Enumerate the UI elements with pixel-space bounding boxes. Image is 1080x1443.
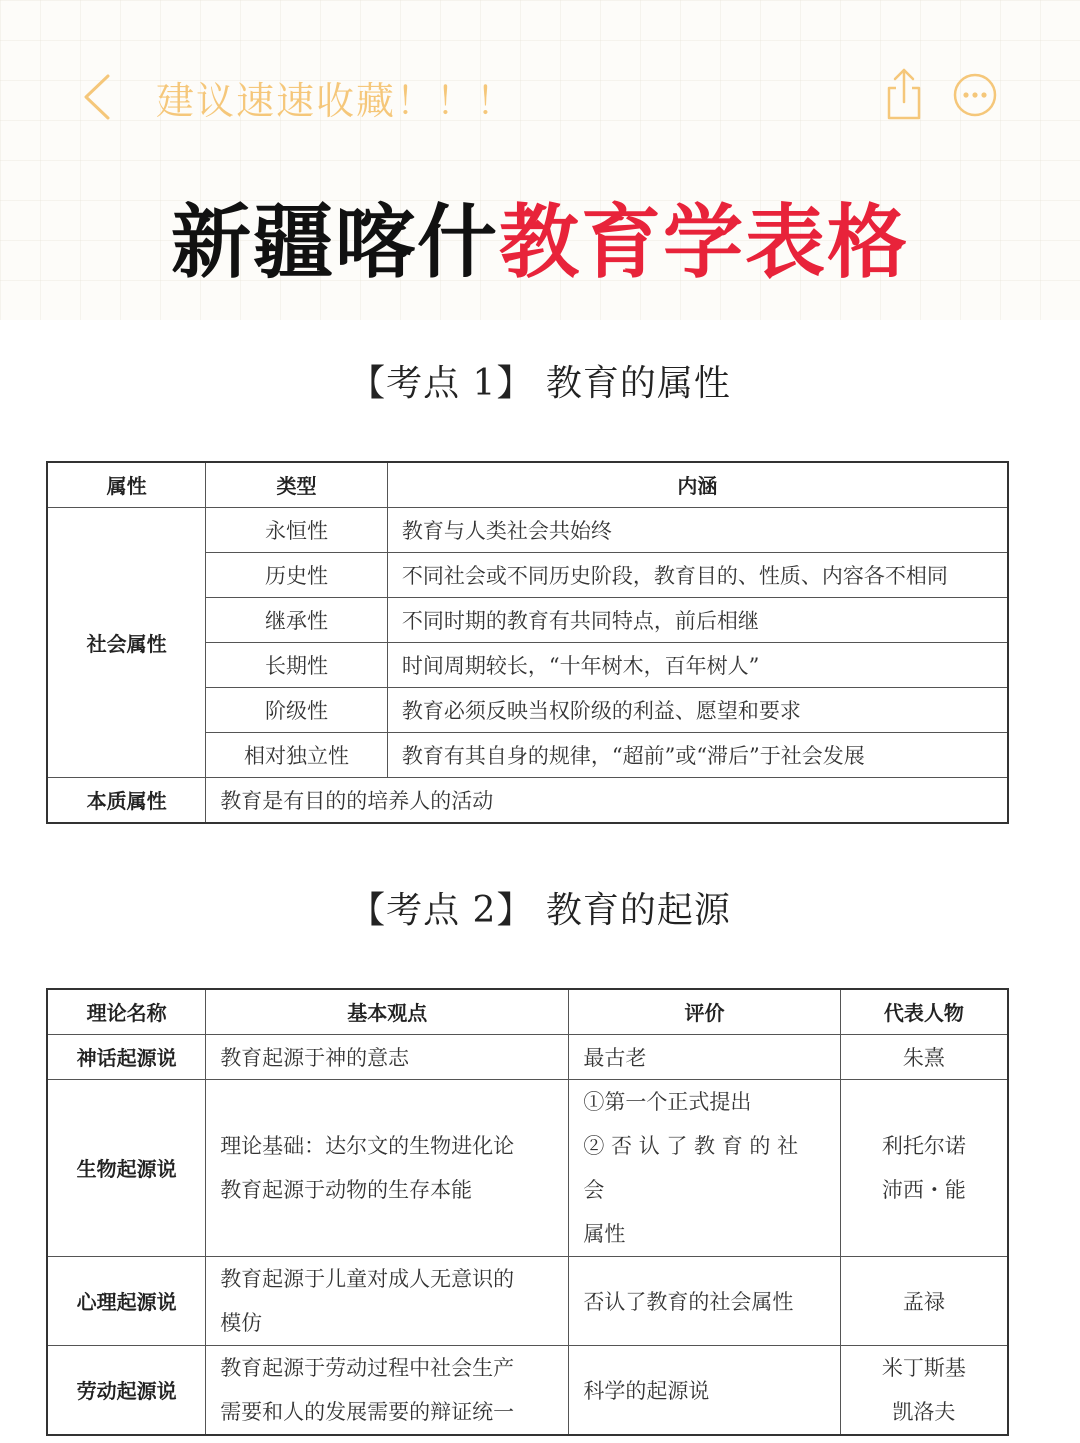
headline-topic: 教育学表格: [499, 196, 909, 289]
type-cell: 长期性: [206, 642, 388, 687]
share-icon[interactable]: [884, 66, 924, 122]
header-cell: 代表人物: [840, 989, 1008, 1034]
header-cell: 内涵: [387, 462, 1008, 507]
eval-line: 否认了教育的社会属性: [583, 1289, 794, 1314]
section2-title: 【考点 2】 教育的起源: [349, 890, 731, 931]
header-cell: 属性: [47, 462, 206, 507]
table-row: [47, 507, 1008, 552]
view-line: 教育起源于劳动过程中社会生产: [220, 1355, 515, 1380]
type-cell: 阶级性: [206, 687, 388, 732]
view-line: 教育起源于神的意志: [220, 1045, 410, 1070]
meaning-cell: 不同社会或不同历史阶段，教育目的、性质、内容各不相同: [387, 552, 1008, 597]
eval-cell: [569, 1256, 840, 1345]
people-cell: [840, 1034, 1008, 1079]
header-cell: 类型: [206, 462, 388, 507]
section1-title: 【考点 1】 教育的属性: [349, 363, 731, 404]
view-line: 理论基础：达尔文的生物进化论: [220, 1133, 515, 1158]
meaning-cell: 时间周期较长，“十年树木，百年树人”: [387, 642, 1008, 687]
table-row: [47, 1034, 1008, 1079]
essential-attribute-label: 本质属性: [47, 777, 206, 823]
table-row: [47, 1079, 1008, 1256]
theory-name-cell: 心理起源说: [47, 1256, 206, 1345]
eval-line: ①第一个正式提出: [583, 1089, 752, 1114]
table-header-row: [47, 989, 1008, 1034]
people-cell: [840, 1345, 1008, 1435]
type-cell: 继承性: [206, 597, 388, 642]
table-row: [47, 1256, 1008, 1345]
more-icon[interactable]: [952, 72, 998, 118]
headline: [0, 178, 1080, 293]
table-row: [47, 777, 1008, 823]
view-line: 教育起源于儿童对成人无意识的: [220, 1266, 515, 1291]
nav-title: 建议速速收藏！！！: [156, 79, 517, 123]
type-cell: 相对独立性: [206, 732, 388, 777]
eval-line: 最古老: [583, 1045, 647, 1070]
attributes-table: [46, 461, 1009, 824]
person-name: 朱熹: [902, 1045, 945, 1070]
type-cell: 永恒性: [206, 507, 388, 552]
person-name: 利托尔诺: [881, 1133, 966, 1158]
meaning-cell: 教育与人类社会共始终: [387, 507, 1008, 552]
view-line: 需要和人的发展需要的辩证统一: [220, 1399, 515, 1424]
people-cell: [840, 1256, 1008, 1345]
theory-name-cell: 生物起源说: [47, 1079, 206, 1256]
person-name: 凯洛夫: [892, 1399, 956, 1424]
header-cell: 基本观点: [206, 989, 569, 1034]
eval-cell: [569, 1034, 840, 1079]
eval-line: 属性: [583, 1221, 626, 1246]
headline-location: 新疆喀什: [171, 196, 499, 289]
view-cell: [206, 1256, 569, 1345]
eval-line: ② 否 认 了 教 育 的 社 会: [583, 1133, 799, 1202]
origins-table: [46, 988, 1009, 1436]
eval-cell: [569, 1079, 840, 1256]
person-name: 沛西・能: [881, 1177, 966, 1202]
view-cell: [206, 1079, 569, 1256]
eval-cell: [569, 1345, 840, 1435]
theory-name-cell: 劳动起源说: [47, 1345, 206, 1435]
top-nav-bar: [0, 60, 1080, 130]
chevron-left-icon[interactable]: [78, 72, 118, 122]
theory-name-cell: 神话起源说: [47, 1034, 206, 1079]
view-line: 教育起源于动物的生存本能: [220, 1177, 473, 1202]
social-attribute-label: 社会属性: [47, 507, 206, 777]
header-cell: 评价: [569, 989, 840, 1034]
eval-line: 科学的起源说: [583, 1378, 710, 1403]
person-name: 米丁斯基: [881, 1355, 966, 1380]
meaning-cell: 教育是有目的的培养人的活动: [206, 777, 1008, 823]
view-line: 模仿: [220, 1310, 263, 1335]
people-cell: [840, 1079, 1008, 1256]
type-cell: 历史性: [206, 552, 388, 597]
meaning-cell: 教育有其自身的规律，“超前”或“滞后”于社会发展: [387, 732, 1008, 777]
view-cell: [206, 1345, 569, 1435]
view-cell: [206, 1034, 569, 1079]
meaning-cell: 教育必须反映当权阶级的利益、愿望和要求: [387, 687, 1008, 732]
table-row: [47, 1345, 1008, 1435]
header-cell: 理论名称: [47, 989, 206, 1034]
meaning-cell: 不同时期的教育有共同特点，前后相继: [387, 597, 1008, 642]
person-name: 孟禄: [902, 1289, 945, 1314]
table-header-row: [47, 462, 1008, 507]
